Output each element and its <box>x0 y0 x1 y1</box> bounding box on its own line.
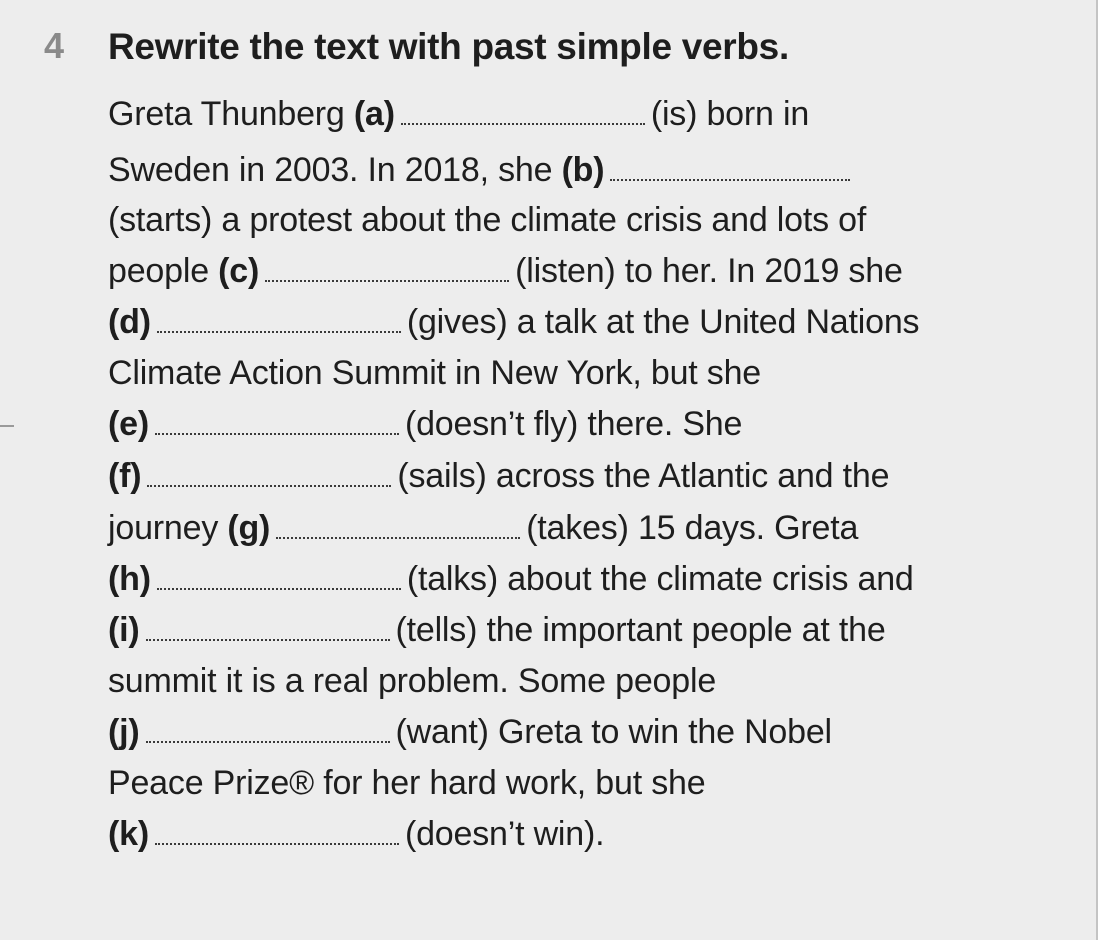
text-line-3 <box>108 203 866 237</box>
text-line-6 <box>108 356 761 390</box>
text-fragment: (gives) a talk at the United Nations <box>406 303 920 341</box>
gap-label-f: (f) <box>108 457 142 495</box>
exercise-title: Rewrite the text with past simple verbs. <box>108 26 789 67</box>
text-fragment: Sweden in 2003. In 2018, she <box>108 151 562 189</box>
text-line-10 <box>108 562 914 596</box>
text-fragment: journey <box>108 509 228 547</box>
text-fragment: Greta Thunberg <box>108 95 354 133</box>
text-fragment: Climate Action Summit in New York, but she <box>108 354 762 392</box>
text-line-2 <box>108 153 856 187</box>
text-fragment: (want) Greta to win the Nobel <box>395 713 832 751</box>
gap-blank-j[interactable] <box>146 739 390 743</box>
gap-label-c: (c) <box>218 252 260 290</box>
gap-blank-h[interactable] <box>157 586 401 590</box>
gap-label-b: (b) <box>561 151 605 189</box>
gap-label-a: (a) <box>353 95 395 133</box>
gap-label-e: (e) <box>108 405 149 443</box>
text-line-4 <box>108 254 903 288</box>
text-line-15 <box>108 817 604 851</box>
text-line-13 <box>108 715 832 749</box>
text-fragment: (doesn’t fly) there. She <box>404 405 743 443</box>
gap-label-g: (g) <box>227 509 271 547</box>
gap-blank-k[interactable] <box>155 841 399 845</box>
gap-label-d: (d) <box>108 303 151 341</box>
text-line-7 <box>108 407 742 441</box>
text-fragment: (starts) a protest about the climate crisis and lots of <box>108 201 867 239</box>
exercise-number: 4 <box>44 25 65 66</box>
text-fragment: people <box>108 252 219 290</box>
text-line-1 <box>108 97 809 131</box>
text-line-12 <box>108 664 716 698</box>
text-fragment: (tells) the important people at the <box>395 611 886 649</box>
text-fragment: (listen) to her. In 2019 she <box>515 252 903 290</box>
gap-label-i: (i) <box>108 611 140 649</box>
margin-mark <box>0 425 14 427</box>
gap-label-h: (h) <box>108 560 151 598</box>
text-fragment: (talks) about the climate crisis and <box>406 560 914 598</box>
text-fragment: (is) born in <box>650 95 810 133</box>
text-line-5 <box>108 305 919 339</box>
gap-label-j: (j) <box>108 713 140 751</box>
text-line-8 <box>108 459 889 493</box>
gap-blank-d[interactable] <box>157 329 401 333</box>
text-fragment: (doesn’t win). <box>404 815 605 853</box>
gap-label-k: (k) <box>108 815 149 853</box>
gap-blank-g[interactable] <box>276 535 520 539</box>
text-fragment: (takes) 15 days. Greta <box>526 509 859 547</box>
gap-blank-b[interactable] <box>610 177 850 181</box>
gap-blank-f[interactable] <box>147 483 391 487</box>
text-line-9 <box>108 511 858 545</box>
text-fragment: summit it is a real problem. Some people <box>108 662 717 700</box>
text-line-11 <box>108 613 886 647</box>
text-fragment: (sails) across the Atlantic and the <box>397 457 890 495</box>
text-line-14 <box>108 766 705 800</box>
gap-blank-e[interactable] <box>155 431 399 435</box>
gap-blank-i[interactable] <box>146 637 390 641</box>
gap-blank-a[interactable] <box>401 121 645 125</box>
gap-blank-c[interactable] <box>265 278 509 282</box>
text-fragment: Peace Prize® for her hard work, but she <box>108 764 706 802</box>
